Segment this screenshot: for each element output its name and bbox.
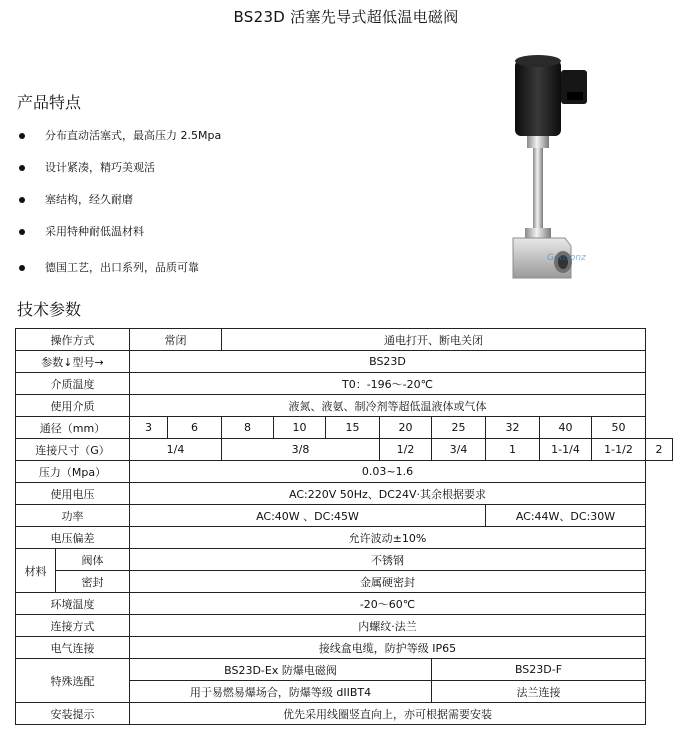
special-ex-desc: 用于易燃易爆场合，防爆等级 dIIBT4 <box>130 681 432 703</box>
material-body-value: 不锈钢 <box>130 549 646 571</box>
voltage-value: AC:220V 50Hz、DC24V·其余根据要求 <box>130 483 646 505</box>
feature-item <box>17 191 347 223</box>
material-body-label: 阀体 <box>56 549 130 571</box>
table-row <box>16 593 673 615</box>
spec-table <box>15 328 673 725</box>
bore-value: 6 <box>168 417 222 439</box>
table-row <box>16 417 673 439</box>
electrical-value: 接线盒电缆，防护等级 IP65 <box>130 637 646 659</box>
medium-temp-label: 介质温度 <box>16 373 130 395</box>
coil-shape <box>515 60 561 136</box>
medium-value: 液氮、液氨、制冷剂等超低温液体或气体 <box>130 395 646 417</box>
table-row <box>16 351 673 373</box>
medium-temp-value: T0：-196～-20℃ <box>130 373 646 395</box>
cable-gland-shape <box>567 92 583 100</box>
table-row <box>16 505 673 527</box>
table-row <box>16 439 673 461</box>
feature-text: 塞结构，经久耐磨 <box>45 193 133 206</box>
bore-label: 通径（mm） <box>16 417 130 439</box>
features-heading: 产品特点 <box>17 93 82 112</box>
power-large-value: AC:44W、DC:30W <box>486 505 646 527</box>
bore-value: 15 <box>326 417 380 439</box>
solenoid-valve-image <box>505 52 605 292</box>
power-small-value: AC:40W 、DC:45W <box>130 505 486 527</box>
feature-text: 设计紧凑，精巧美观活 <box>45 161 155 174</box>
op-mode-desc: 通电打开、断电关闭 <box>222 329 646 351</box>
conn-size-value: 1/4 <box>130 439 222 461</box>
table-row <box>16 703 673 725</box>
bore-value: 25 <box>432 417 486 439</box>
bullet-icon <box>19 165 25 171</box>
bore-value: 40 <box>540 417 592 439</box>
material-seal-label: 密封 <box>56 571 130 593</box>
table-row <box>16 615 673 637</box>
install-label: 安装提示 <box>16 703 130 725</box>
table-row <box>16 483 673 505</box>
conn-size-value: 2 <box>646 439 673 461</box>
voltage-dev-label: 电压偏差 <box>16 527 130 549</box>
feature-text: 德国工艺，出口系列，品质可靠 <box>45 261 199 274</box>
bore-value: 20 <box>380 417 432 439</box>
power-label: 功率 <box>16 505 130 527</box>
conn-size-value: 1/2 <box>380 439 432 461</box>
bore-value: 3 <box>130 417 168 439</box>
watermark-text: Gensonz <box>547 253 586 263</box>
bore-value: 32 <box>486 417 540 439</box>
feature-item <box>17 259 347 291</box>
bore-value: 10 <box>274 417 326 439</box>
voltage-label: 使用电压 <box>16 483 130 505</box>
pressure-label: 压力（Mpa） <box>16 461 130 483</box>
material-seal-value: 金属硬密封 <box>130 571 646 593</box>
connection-value: 内螺纹·法兰 <box>130 615 646 637</box>
env-temp-label: 环境温度 <box>16 593 130 615</box>
table-row <box>16 549 673 571</box>
flange-shape <box>527 136 549 148</box>
conn-size-value: 1-1/4 <box>540 439 592 461</box>
feature-list <box>17 127 347 291</box>
feature-item <box>17 223 347 259</box>
special-f-model: BS23D-F <box>432 659 646 681</box>
conn-size-value: 3/8 <box>222 439 380 461</box>
table-row <box>16 373 673 395</box>
bore-value: 8 <box>222 417 274 439</box>
env-temp-value: -20～60℃ <box>130 593 646 615</box>
table-row <box>16 395 673 417</box>
connection-label: 连接方式 <box>16 615 130 637</box>
special-label: 特殊选配 <box>16 659 130 703</box>
bullet-icon <box>19 133 25 139</box>
specs-heading: 技术参数 <box>17 300 82 319</box>
bullet-icon <box>19 265 25 271</box>
table-row <box>16 461 673 483</box>
conn-size-value: 1 <box>486 439 540 461</box>
electrical-label: 电气连接 <box>16 637 130 659</box>
special-ex-model: BS23D-Ex 防爆电磁阀 <box>130 659 432 681</box>
table-row <box>16 659 673 681</box>
op-mode-label: 操作方式 <box>16 329 130 351</box>
bonnet-shape <box>525 228 551 238</box>
install-value: 优先采用线圈竖直向上，亦可根据需要安装 <box>130 703 646 725</box>
conn-size-value: 3/4 <box>432 439 486 461</box>
pressure-value: 0.03~1.6 <box>130 461 646 483</box>
feature-text: 采用特种耐低温材料 <box>45 225 144 238</box>
table-row <box>16 329 673 351</box>
bullet-icon <box>19 229 25 235</box>
conn-size-value: 1-1/2 <box>592 439 646 461</box>
page-title: BS23D 活塞先导式超低温电磁阀 <box>233 8 459 26</box>
bullet-icon <box>19 197 25 203</box>
extension-tube-shape <box>533 148 543 234</box>
op-mode-nc: 常闭 <box>130 329 222 351</box>
model-label: 参数↓型号→ <box>16 351 130 373</box>
feature-text: 分布直动活塞式，最高压力 2.5Mpa <box>45 129 222 142</box>
voltage-dev-value: 允许波动±10% <box>130 527 646 549</box>
table-row <box>16 527 673 549</box>
feature-item <box>17 159 347 191</box>
feature-item <box>17 127 347 159</box>
bore-value: 50 <box>592 417 646 439</box>
coil-top-shape <box>515 55 561 67</box>
conn-size-label: 连接尺寸（G） <box>16 439 130 461</box>
model-value: BS23D <box>130 351 646 373</box>
table-row <box>16 637 673 659</box>
medium-label: 使用介质 <box>16 395 130 417</box>
material-label: 材料 <box>16 549 56 593</box>
table-row <box>16 571 673 593</box>
special-f-desc: 法兰连接 <box>432 681 646 703</box>
